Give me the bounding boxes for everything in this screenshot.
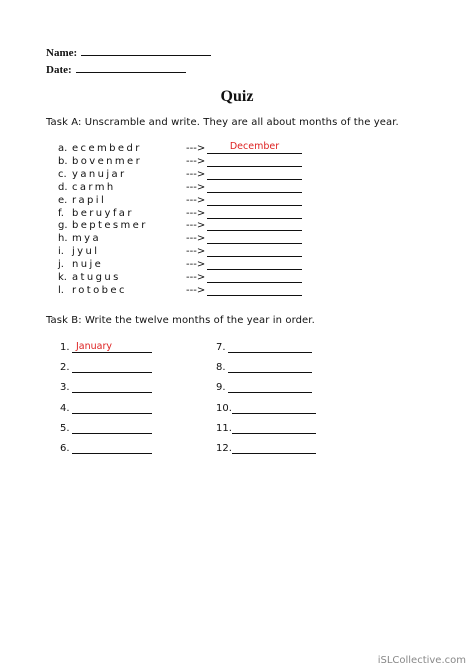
item-letter: d. bbox=[58, 182, 68, 193]
month-number: 8. bbox=[216, 362, 226, 373]
scrambled-word: beruyfar bbox=[72, 208, 134, 219]
month-number: 11. bbox=[216, 423, 232, 434]
answer-blank[interactable] bbox=[207, 270, 302, 283]
answer-blank[interactable] bbox=[207, 180, 302, 193]
month-answer-blank[interactable]: January bbox=[72, 341, 152, 353]
task-a-instruction: Task A: Unscramble and write. They are all about months of the year. bbox=[46, 117, 399, 128]
scrambled-word: yanujar bbox=[72, 169, 127, 180]
scrambled-word: bovenmer bbox=[72, 156, 143, 167]
arrow-text: ---> bbox=[186, 143, 206, 154]
month-answer-blank[interactable] bbox=[72, 361, 152, 373]
month-number: 1. bbox=[60, 342, 70, 353]
arrow-text: ---> bbox=[186, 285, 206, 296]
month-number: 6. bbox=[60, 443, 70, 454]
answer-blank[interactable] bbox=[207, 218, 302, 231]
item-letter: l. bbox=[58, 285, 64, 296]
month-number: 3. bbox=[60, 382, 70, 393]
scrambled-word: carmh bbox=[72, 182, 116, 193]
answer-blank[interactable]: December bbox=[207, 141, 302, 154]
date-field bbox=[46, 62, 186, 76]
month-answer-blank[interactable] bbox=[72, 422, 152, 434]
item-letter: a. bbox=[58, 143, 68, 154]
month-number: 10. bbox=[216, 403, 232, 414]
arrow-text: ---> bbox=[186, 169, 206, 180]
answer-blank[interactable] bbox=[207, 244, 302, 257]
scrambled-word: rapil bbox=[72, 195, 107, 206]
scrambled-word: beptesmer bbox=[72, 220, 148, 231]
month-number: 12. bbox=[216, 443, 232, 454]
month-answer-blank[interactable] bbox=[232, 422, 316, 434]
scrambled-word: mya bbox=[72, 233, 101, 244]
answer-blank[interactable] bbox=[207, 257, 302, 270]
month-answer-blank[interactable] bbox=[72, 402, 152, 414]
answer-blank[interactable] bbox=[207, 231, 302, 244]
scrambled-word: jyul bbox=[72, 246, 100, 257]
month-answer-blank[interactable] bbox=[232, 442, 316, 454]
item-letter: e. bbox=[58, 195, 68, 206]
item-letter: j. bbox=[58, 259, 64, 270]
month-answer-blank[interactable] bbox=[72, 381, 152, 393]
date-label: Date: bbox=[46, 64, 72, 76]
item-letter: g. bbox=[58, 220, 68, 231]
item-letter: i. bbox=[58, 246, 64, 257]
month-number: 5. bbox=[60, 423, 70, 434]
item-letter: f. bbox=[58, 208, 64, 219]
arrow-text: ---> bbox=[186, 233, 206, 244]
answer-blank[interactable] bbox=[207, 154, 302, 167]
date-blank-line[interactable] bbox=[76, 62, 186, 73]
item-letter: h. bbox=[58, 233, 68, 244]
arrow-text: ---> bbox=[186, 195, 206, 206]
answer-blank[interactable] bbox=[207, 167, 302, 180]
scrambled-word: ecembedr bbox=[72, 143, 142, 154]
item-letter: k. bbox=[58, 272, 67, 283]
name-field bbox=[46, 45, 211, 59]
scrambled-word: nuje bbox=[72, 259, 104, 270]
month-answer-blank[interactable] bbox=[228, 341, 312, 353]
month-number: 4. bbox=[60, 403, 70, 414]
month-answer-blank[interactable] bbox=[232, 402, 316, 414]
footer-watermark: iSLCollective.com bbox=[377, 655, 466, 666]
month-number: 2. bbox=[60, 362, 70, 373]
month-number: 7. bbox=[216, 342, 226, 353]
arrow-text: ---> bbox=[186, 259, 206, 270]
month-answer-blank[interactable] bbox=[228, 381, 312, 393]
arrow-text: ---> bbox=[186, 246, 206, 257]
month-answer-blank[interactable] bbox=[72, 442, 152, 454]
scrambled-word: atugus bbox=[72, 272, 121, 283]
arrow-text: ---> bbox=[186, 272, 206, 283]
item-letter: c. bbox=[58, 169, 67, 180]
arrow-text: ---> bbox=[186, 182, 206, 193]
answer-blank[interactable] bbox=[207, 283, 302, 296]
arrow-text: ---> bbox=[186, 220, 206, 231]
name-label: Name: bbox=[46, 47, 78, 59]
month-answer-blank[interactable] bbox=[228, 361, 312, 373]
scrambled-word: rotobec bbox=[72, 285, 127, 296]
month-number: 9. bbox=[216, 382, 226, 393]
task-b-instruction: Task B: Write the twelve months of the year in order. bbox=[46, 315, 315, 326]
arrow-text: ---> bbox=[186, 156, 206, 167]
page-title: Quiz bbox=[220, 88, 254, 105]
name-blank-line[interactable] bbox=[81, 45, 211, 56]
answer-blank[interactable] bbox=[207, 193, 302, 206]
item-letter: b. bbox=[58, 156, 68, 167]
arrow-text: ---> bbox=[186, 208, 206, 219]
